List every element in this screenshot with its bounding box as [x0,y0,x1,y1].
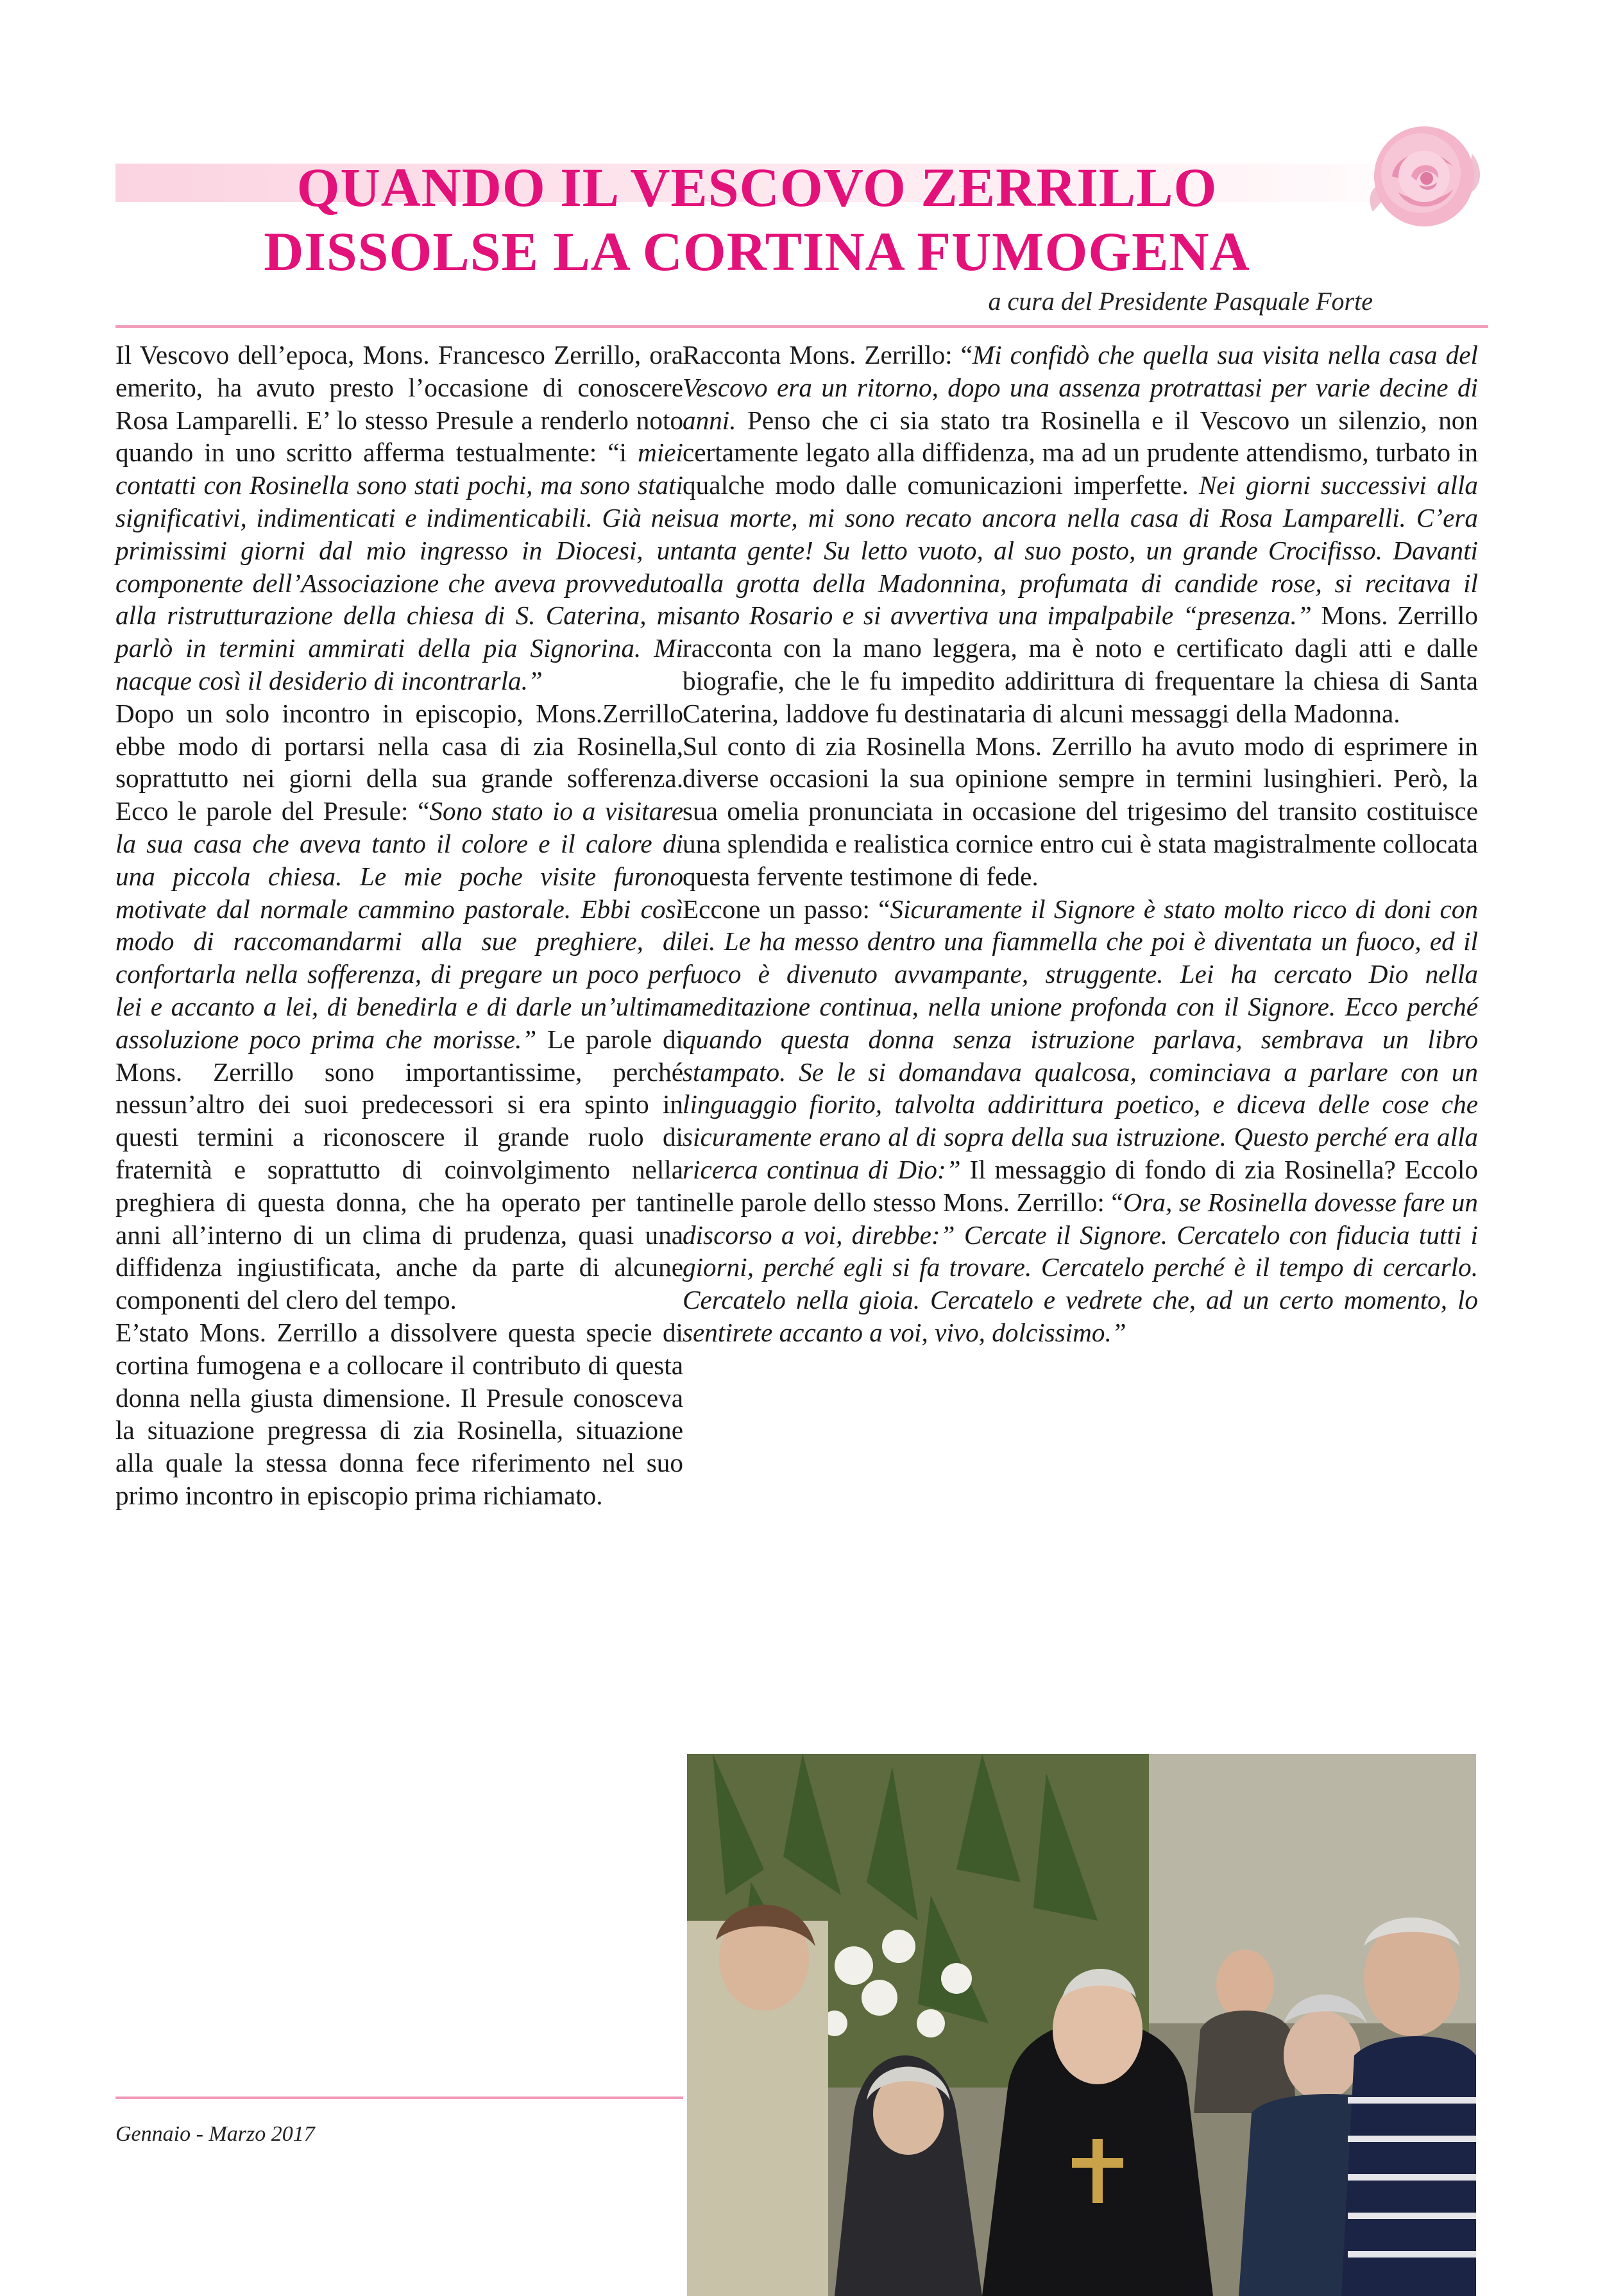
text-run: Racconta Mons. Zerrillo: “ [683,340,973,370]
text-run: Le parole di Mons. Zerrillo sono importantissime, perché nessun’altro dei suoi predecessori si era spinto in questi termini a riconoscere il grande ruolo di fraternità e soprattutto di coinvolgimento nella preghiera di questa donna, che ha operato per tanti anni all’interno di un clima di prudenza, quasi una diffidenza ingiustificata, anche da parte di alcune componenti del clero del tempo. [115,1024,683,1315]
text-run: Il messaggio di fondo di zia Rosinella? Eccolo nelle parole dello stesso Mons. Zerrillo: “ [683,1154,1478,1217]
right-paragraph-1 [683,339,1478,730]
text-run: Penso che ci sia stato tra Rosinella e il Vescovo un silenzio, non certamente legato alla diffidenza, ma ad un prudente attendismo, turbato in qualche modo dalle comunicazioni imperfette. [683,405,1478,500]
title-line-2: DISSOLSE LA CORTINA FUMOGENA [264,221,1250,282]
article-title [115,155,1398,284]
left-column [115,339,683,1512]
right-column [683,339,1478,1349]
title-line-1: QUANDO IL VESCOVO ZERRILLO [296,157,1218,218]
left-paragraph-1 [115,339,683,697]
quote-run: Nei giorni successivi alla sua morte, mi sono recato ancora nella casa di Rosa Lamparelli. C’era tanta gente! Su letto vuoto, al suo posto, un grande Crocifisso. Davanti alla grotta della Madonnina, profumata di candide rose, si recitava il santo Rosario e si avvertiva una impalpabile “presenza.” [683,470,1479,631]
footer-divider [115,2096,683,2099]
issue-date: Gennaio - Marzo 2017 [115,2122,315,2146]
text-run: Dopo un solo incontro in episcopio, Mons.Zerrillo ebbe modo di portarsi nella casa di zia Rosinella, soprattutto nei giorni della sua grande sofferenza. Ecco le parole del Presule: “ [115,698,683,826]
left-paragraph-3: E’stato Mons. Zerrillo a dissolvere questa specie di cortina fumogena e a collocare il contributo di questa donna nella giusta dimensione. Il Presule conosceva la situazione pregressa di zia Rosinella, situazione alla quale la stessa donna fece riferimento nel suo primo incontro in episcopio prima richiamato. [115,1317,683,1510]
quote-run: Sicuramente il Signore è stato molto ricco di doni con lei. Le ha messo dentro una fiammella che poi è diventata un fuoco, ed il fuoco è divenuto avvampante, struggente. Lei ha cercato Dio nella meditazione continua, nella unione profonda con il Signore. Ecco perché quando questa donna senza istruzione parlava, sembrava un libro stampato. Se le si domandava qualcosa, cominciava a parlare con un linguaggio fiorito, talvolta addirittura poetico, e diceva delle cose che sicuramente erano al di sopra della sua istruzione. Questo perché era alla ricerca continua di Dio:” [683,894,1478,1184]
quote-run: Ora, se Rosinella dovesse fare un discorso a voi, direbbe:” Cercate il Signore. Cercatelo con fiducia tutti i giorni, perché egli si fa trovare. Cercatelo perché è il tempo di cercarlo. Cercatelo nella gioia. Cercatelo e vedrete che, ad un certo momento, lo sentirete accanto a voi, vivo, dolcissimo.” [683,1187,1478,1347]
byline: a cura del Presidente Pasquale Forte [988,287,1373,316]
text-run: Eccone un passo: “ [683,894,890,924]
right-paragraph-2: Sul conto di zia Rosinella Mons. Zerrillo ha avuto modo di esprimere in diverse occasioni la sua opinione sempre in termini lusinghieri. Però, la sua omelia pronunciata in occasione del trigesimo del transito costituisce una splendida e realistica cornice entro cui è stata magistralmente collocata questa fervente testimone di fede. [683,731,1478,891]
text-run: Mons. Zerrillo racconta con la mano leggera, ma è noto e certificato dagli atti e dalle biografie, che le fu impedito addirittura di frequentare la chiesa di Santa Caterina, laddove fu destinataria di alcuni messaggi della Madonna. [683,600,1478,728]
right-paragraph-3 [683,893,1478,1349]
quote-run: miei contatti con Rosinella sono stati pochi, ma sono stati significativi, indimenticati e indimenticabili. Già nei primissimi giorni dal mio ingresso in Diocesi, un componente dell’Associazione che aveva provveduto alla ristrutturazione della chiesa di S. Caterina, mi parlò in termini ammirati della pia Signorina. Mi nacque così il desiderio di incontrarla.” [115,438,683,695]
text-run: Il Vescovo dell’epoca, Mons. Francesco Zerrillo, ora emerito, ha avuto presto l’occasione di conoscere Rosa Lamparelli. E’ lo stesso Presule a renderlo noto quando in uno scritto afferma testualmente: “i [115,340,683,468]
quote-run: Sono stato io a visitare la sua casa che aveva tanto il colore e il calore di una piccola chiesa. Le mie poche visite furono motivate dal normale cammino pastorale. Ebbi così modo di raccomandarmi alla sue preghiere, di confortarla nella sofferenza, di pregare un poco per lei e accanto a lei, di benedirla e di darle un’ultima assoluzione poco prima che morisse.” [115,796,683,1054]
group-photo [687,1754,1476,2296]
rose-icon [1360,115,1488,237]
header-divider [115,325,1488,328]
left-paragraph-2 [115,697,683,1316]
quote-run: Mi confidò che quella sua visita nella casa del Vescovo era un ritorno, dopo una assenza protrattasi per varie decine di anni. [683,340,1478,435]
